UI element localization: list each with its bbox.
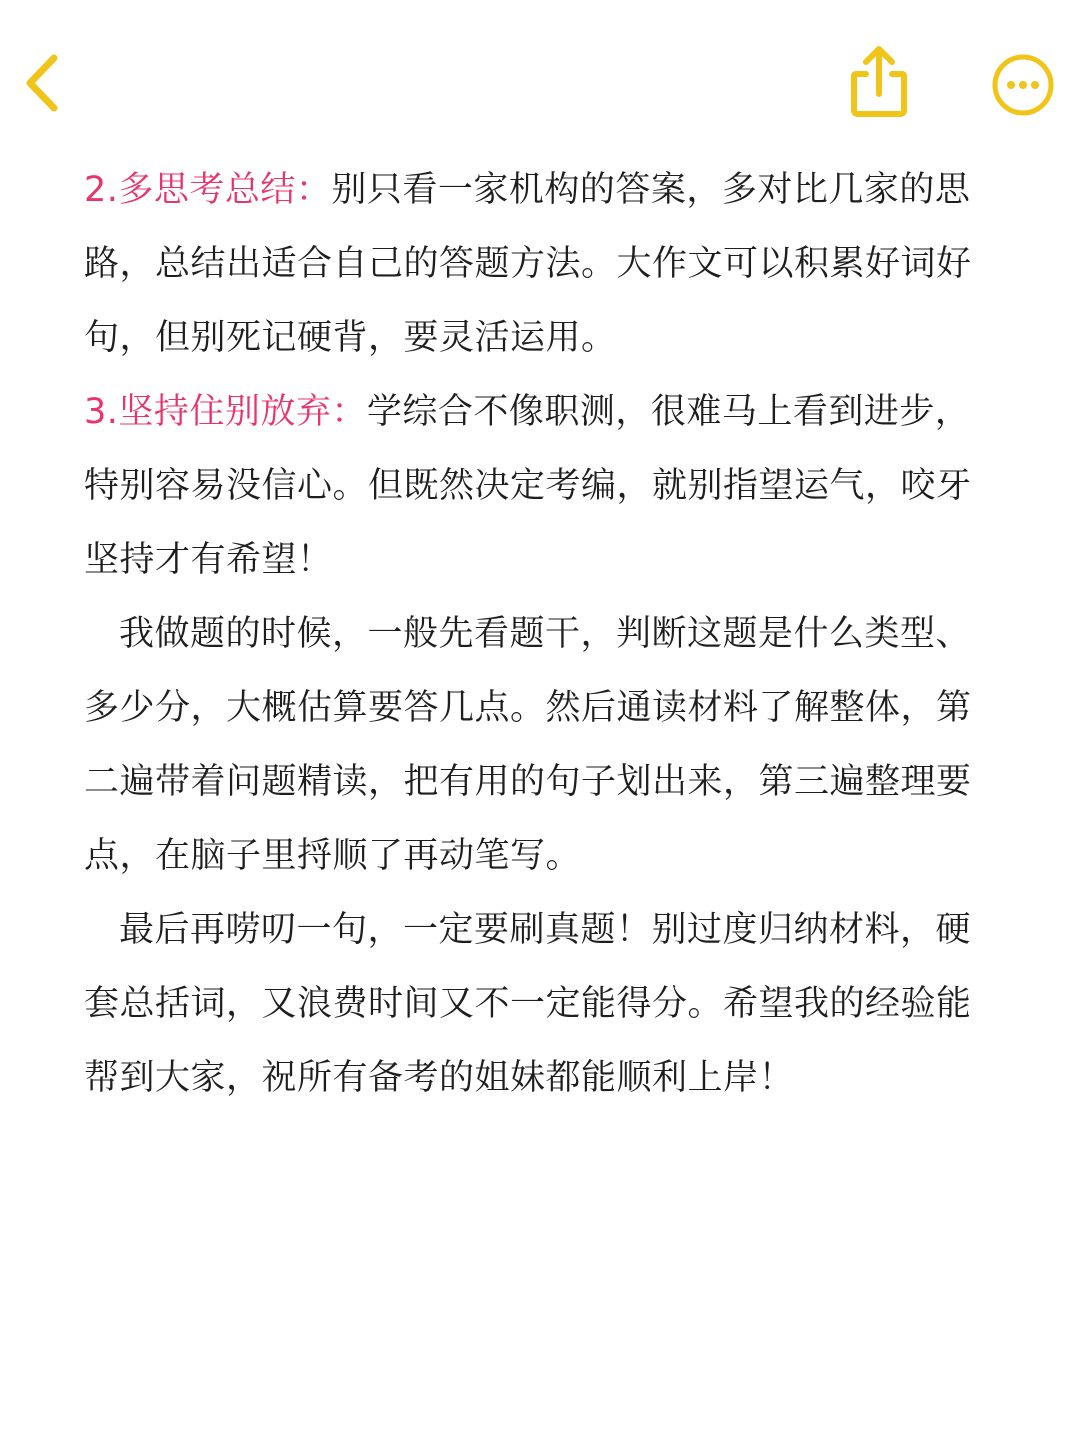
tip-body: 别只看一家机构的答案，多对比几家的思路，总结出适合自己的答题方法。大作文可以积累好词好句，但别死记硬背，要灵活运用。 [84,170,972,358]
article-body [84,153,1004,1115]
more-icon [990,52,1056,118]
tip-body: 学综合不像职测，很难马上看到进步，特别容易没信心。但既然决定考编，就别指望运气，咬牙坚持才有希望！ [84,392,972,580]
chevron-left-icon [16,48,72,118]
top-toolbar [0,0,1080,160]
more-options-button[interactable] [990,52,1056,118]
tip-item [84,153,1004,375]
tip-heading: 2.多思考总结： [84,170,332,210]
tip-heading: 3.坚持住别放弃： [84,392,367,432]
body-paragraph: 最后再唠叨一句，一定要刷真题！别过度归纳材料，硬套总括词，又浪费时间又不一定能得分。希望我的经验能帮到大家，祝所有备考的姐妹都能顺利上岸！ [84,910,972,1098]
back-button[interactable] [16,48,72,118]
share-icon [846,44,912,120]
share-button[interactable] [846,44,912,120]
body-paragraph: 我做题的时候，一般先看题干，判断这题是什么类型、多少分，大概估算要答几点。然后通读材料了解整体，第二遍带着问题精读，把有用的句子划出来，第三遍整理要点，在脑子里捋顺了再动笔写。 [84,614,972,876]
tip-item [84,375,1004,597]
